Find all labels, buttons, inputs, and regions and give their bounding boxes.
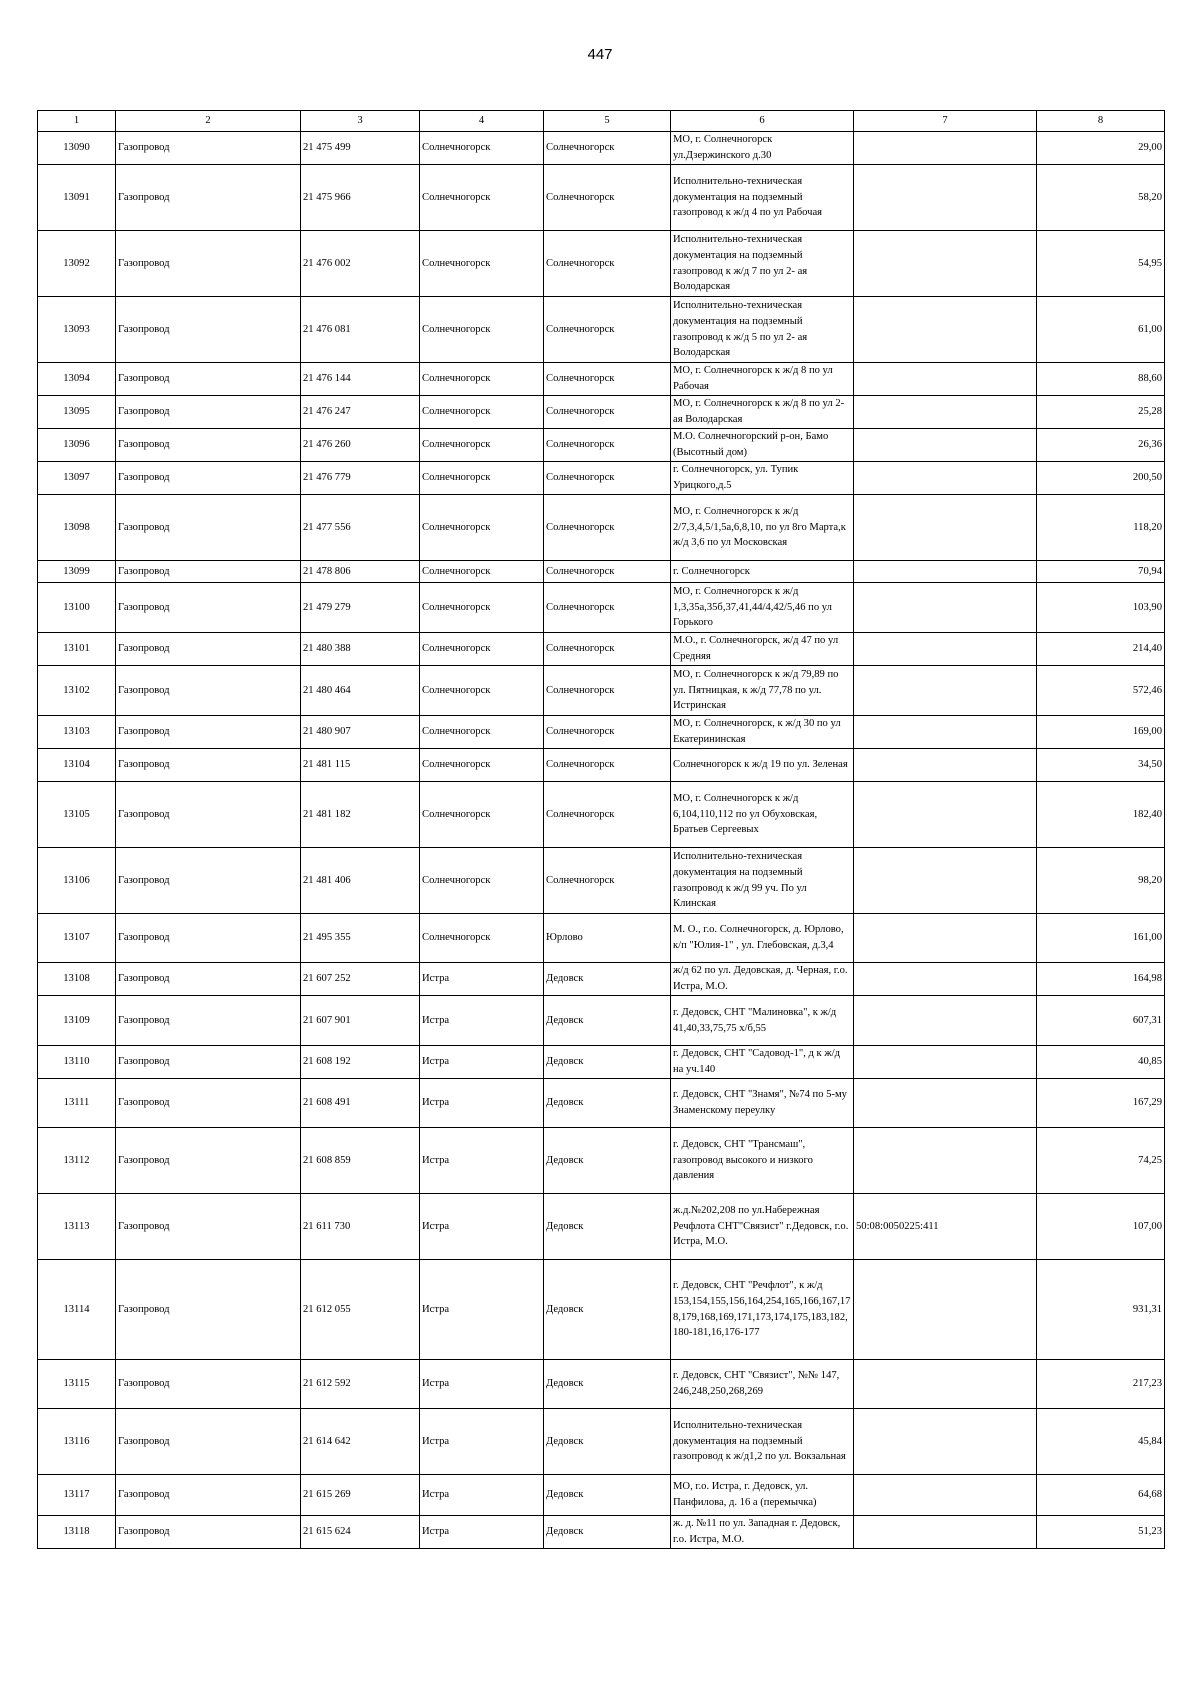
row-number-cell: 13094 xyxy=(38,363,116,396)
value-cell: 572,46 xyxy=(1037,666,1165,716)
column-header: 6 xyxy=(671,111,854,132)
table-row xyxy=(38,1475,1165,1516)
locality-cell: Солнечногорск xyxy=(544,848,671,914)
value-cell: 182,40 xyxy=(1037,782,1165,848)
cadastral-number-cell xyxy=(854,297,1037,363)
address-cell: г. Дедовск, СНТ "Садовод-1", д к ж/д на уч.140 xyxy=(671,1046,854,1079)
object-type-cell: Газопровод xyxy=(116,1475,301,1516)
table-row xyxy=(38,963,1165,996)
district-cell: Солнечногорск xyxy=(420,429,544,462)
value-cell: 29,00 xyxy=(1037,132,1165,165)
row-number-cell: 13103 xyxy=(38,716,116,749)
object-code-cell: 21 612 592 xyxy=(301,1360,420,1409)
row-number-cell: 13107 xyxy=(38,914,116,963)
value-cell: 607,31 xyxy=(1037,996,1165,1046)
cadastral-number-cell xyxy=(854,1260,1037,1360)
locality-cell: Дедовск xyxy=(544,1260,671,1360)
row-number-cell: 13091 xyxy=(38,165,116,231)
table-row xyxy=(38,429,1165,462)
row-number-cell: 13092 xyxy=(38,231,116,297)
value-cell: 34,50 xyxy=(1037,749,1165,782)
object-code-cell: 21 480 464 xyxy=(301,666,420,716)
district-cell: Истра xyxy=(420,1475,544,1516)
locality-cell: Солнечногорск xyxy=(544,132,671,165)
cadastral-number-cell xyxy=(854,429,1037,462)
district-cell: Солнечногорск xyxy=(420,914,544,963)
object-type-cell: Газопровод xyxy=(116,429,301,462)
locality-cell: Солнечногорск xyxy=(544,396,671,429)
row-number-cell: 13112 xyxy=(38,1128,116,1194)
cadastral-number-cell xyxy=(854,165,1037,231)
address-cell: МО, г. Солнечногорск к ж/д 8 по ул 2- ая Володарская xyxy=(671,396,854,429)
table-body xyxy=(38,132,1165,1549)
address-cell: МО, г.о. Истра, г. Дедовск, ул. Панфилова, д. 16 а (перемычка) xyxy=(671,1475,854,1516)
value-cell: 58,20 xyxy=(1037,165,1165,231)
object-code-cell: 21 612 055 xyxy=(301,1260,420,1360)
object-code-cell: 21 481 115 xyxy=(301,749,420,782)
object-code-cell: 21 477 556 xyxy=(301,495,420,561)
object-code-cell: 21 480 388 xyxy=(301,633,420,666)
address-cell: г. Дедовск, СНТ "Знамя", №74 по 5-му Знаменскому переулку xyxy=(671,1079,854,1128)
district-cell: Солнечногорск xyxy=(420,132,544,165)
object-code-cell: 21 608 192 xyxy=(301,1046,420,1079)
object-type-cell: Газопровод xyxy=(116,963,301,996)
object-code-cell: 21 476 779 xyxy=(301,462,420,495)
column-header: 2 xyxy=(116,111,301,132)
row-number-cell: 13104 xyxy=(38,749,116,782)
address-cell: МО, г. Солнечногорск к ж/д 1,3,35а,35б,37,41,44/4,42/5,46 по ул Горького xyxy=(671,583,854,633)
value-cell: 164,98 xyxy=(1037,963,1165,996)
table-row xyxy=(38,132,1165,165)
row-number-cell: 13114 xyxy=(38,1260,116,1360)
locality-cell: Солнечногорск xyxy=(544,297,671,363)
value-cell: 64,68 xyxy=(1037,1475,1165,1516)
district-cell: Истра xyxy=(420,1128,544,1194)
table-row xyxy=(38,462,1165,495)
row-number-cell: 13109 xyxy=(38,996,116,1046)
locality-cell: Солнечногорск xyxy=(544,429,671,462)
object-type-cell: Газопровод xyxy=(116,1516,301,1549)
object-code-cell: 21 608 491 xyxy=(301,1079,420,1128)
locality-cell: Дедовск xyxy=(544,1194,671,1260)
column-header: 5 xyxy=(544,111,671,132)
table-row xyxy=(38,848,1165,914)
locality-cell: Юрлово xyxy=(544,914,671,963)
object-code-cell: 21 476 247 xyxy=(301,396,420,429)
cadastral-number-cell xyxy=(854,583,1037,633)
object-type-cell: Газопровод xyxy=(116,165,301,231)
row-number-cell: 13116 xyxy=(38,1409,116,1475)
column-header: 8 xyxy=(1037,111,1165,132)
district-cell: Солнечногорск xyxy=(420,583,544,633)
district-cell: Солнечногорск xyxy=(420,782,544,848)
locality-cell: Солнечногорск xyxy=(544,716,671,749)
locality-cell: Дедовск xyxy=(544,1409,671,1475)
cadastral-number-cell xyxy=(854,363,1037,396)
object-type-cell: Газопровод xyxy=(116,848,301,914)
value-cell: 54,95 xyxy=(1037,231,1165,297)
locality-cell: Дедовск xyxy=(544,1475,671,1516)
row-number-cell: 13102 xyxy=(38,666,116,716)
district-cell: Солнечногорск xyxy=(420,749,544,782)
locality-cell: Солнечногорск xyxy=(544,561,671,583)
locality-cell: Солнечногорск xyxy=(544,462,671,495)
value-cell: 118,20 xyxy=(1037,495,1165,561)
column-header: 4 xyxy=(420,111,544,132)
locality-cell: Солнечногорск xyxy=(544,749,671,782)
object-code-cell: 21 481 406 xyxy=(301,848,420,914)
table-row xyxy=(38,1079,1165,1128)
table-row xyxy=(38,561,1165,583)
table-row xyxy=(38,1260,1165,1360)
address-cell: г. Солнечногорск, ул. Тупик Урицкого,д.5 xyxy=(671,462,854,495)
district-cell: Солнечногорск xyxy=(420,561,544,583)
value-cell: 217,23 xyxy=(1037,1360,1165,1409)
value-cell: 103,90 xyxy=(1037,583,1165,633)
district-cell: Истра xyxy=(420,1516,544,1549)
cadastral-number-cell xyxy=(854,749,1037,782)
column-header: 3 xyxy=(301,111,420,132)
address-cell: МО, г. Солнечногорск ул.Дзержинского д.30 xyxy=(671,132,854,165)
object-type-cell: Газопровод xyxy=(116,1260,301,1360)
cadastral-number-cell xyxy=(854,1360,1037,1409)
table-row xyxy=(38,1409,1165,1475)
cadastral-number-cell xyxy=(854,666,1037,716)
object-code-cell: 21 475 499 xyxy=(301,132,420,165)
column-header: 7 xyxy=(854,111,1037,132)
district-cell: Солнечногорск xyxy=(420,495,544,561)
value-cell: 107,00 xyxy=(1037,1194,1165,1260)
district-cell: Солнечногорск xyxy=(420,462,544,495)
value-cell: 61,00 xyxy=(1037,297,1165,363)
object-code-cell: 21 615 624 xyxy=(301,1516,420,1549)
object-type-cell: Газопровод xyxy=(116,363,301,396)
address-cell: МО, г. Солнечногорск к ж/д 8 по ул Рабочая xyxy=(671,363,854,396)
address-cell: МО, г. Солнечногорск к ж/д 79,89 по ул. Пятницкая, к ж/д 77,78 по ул. Истринская xyxy=(671,666,854,716)
address-cell: Исполнительно-техническая документация на подземный газопровод к ж/д1,2 по ул. Вокзальная xyxy=(671,1409,854,1475)
row-number-cell: 13097 xyxy=(38,462,116,495)
cadastral-number-cell xyxy=(854,396,1037,429)
row-number-cell: 13100 xyxy=(38,583,116,633)
district-cell: Истра xyxy=(420,1194,544,1260)
object-code-cell: 21 607 901 xyxy=(301,996,420,1046)
value-cell: 25,28 xyxy=(1037,396,1165,429)
cadastral-number-cell xyxy=(854,1046,1037,1079)
cadastral-number-cell xyxy=(854,963,1037,996)
cadastral-number-cell xyxy=(854,1516,1037,1549)
column-header: 1 xyxy=(38,111,116,132)
cadastral-number-cell xyxy=(854,495,1037,561)
row-number-cell: 13098 xyxy=(38,495,116,561)
address-cell: г. Солнечногорск xyxy=(671,561,854,583)
object-type-cell: Газопровод xyxy=(116,297,301,363)
object-type-cell: Газопровод xyxy=(116,996,301,1046)
address-cell: ж/д 62 по ул. Дедовская, д. Черная, г.о. Истра, М.О. xyxy=(671,963,854,996)
locality-cell: Солнечногорск xyxy=(544,666,671,716)
cadastral-number-cell xyxy=(854,231,1037,297)
address-cell: М.О. Солнечногорский р-он, Бамо (Высотный дом) xyxy=(671,429,854,462)
object-type-cell: Газопровод xyxy=(116,1194,301,1260)
district-cell: Солнечногорск xyxy=(420,165,544,231)
table-row xyxy=(38,749,1165,782)
row-number-cell: 13117 xyxy=(38,1475,116,1516)
district-cell: Солнечногорск xyxy=(420,633,544,666)
value-cell: 74,25 xyxy=(1037,1128,1165,1194)
cadastral-number-cell xyxy=(854,561,1037,583)
address-cell: Солнечногорск к ж/д 19 по ул. Зеленая xyxy=(671,749,854,782)
object-code-cell: 21 611 730 xyxy=(301,1194,420,1260)
table-row xyxy=(38,666,1165,716)
locality-cell: Дедовск xyxy=(544,1128,671,1194)
object-code-cell: 21 481 182 xyxy=(301,782,420,848)
locality-cell: Солнечногорск xyxy=(544,495,671,561)
object-code-cell: 21 614 642 xyxy=(301,1409,420,1475)
object-code-cell: 21 615 269 xyxy=(301,1475,420,1516)
cadastral-number-cell xyxy=(854,1409,1037,1475)
object-code-cell: 21 476 081 xyxy=(301,297,420,363)
object-type-cell: Газопровод xyxy=(116,583,301,633)
district-cell: Истра xyxy=(420,1360,544,1409)
cadastral-number-cell xyxy=(854,782,1037,848)
address-cell: Исполнительно-техническая документация на подземный газопровод к ж/д 7 по ул 2- ая Володарская xyxy=(671,231,854,297)
cadastral-number-cell xyxy=(854,914,1037,963)
district-cell: Солнечногорск xyxy=(420,666,544,716)
table-row xyxy=(38,1128,1165,1194)
object-code-cell: 21 607 252 xyxy=(301,963,420,996)
object-type-cell: Газопровод xyxy=(116,132,301,165)
value-cell: 931,31 xyxy=(1037,1260,1165,1360)
object-code-cell: 21 479 279 xyxy=(301,583,420,633)
object-type-cell: Газопровод xyxy=(116,1409,301,1475)
address-cell: Исполнительно-техническая документация на подземный газопровод к ж/д 5 по ул 2- ая Володарская xyxy=(671,297,854,363)
table-row xyxy=(38,782,1165,848)
locality-cell: Дедовск xyxy=(544,996,671,1046)
page-number: 447 xyxy=(587,46,613,63)
locality-cell: Солнечногорск xyxy=(544,165,671,231)
object-type-cell: Газопровод xyxy=(116,1360,301,1409)
row-number-cell: 13110 xyxy=(38,1046,116,1079)
locality-cell: Дедовск xyxy=(544,1079,671,1128)
object-code-cell: 21 480 907 xyxy=(301,716,420,749)
value-cell: 98,20 xyxy=(1037,848,1165,914)
value-cell: 70,94 xyxy=(1037,561,1165,583)
cadastral-number-cell xyxy=(854,1079,1037,1128)
cadastral-number-cell xyxy=(854,1475,1037,1516)
district-cell: Истра xyxy=(420,996,544,1046)
row-number-cell: 13105 xyxy=(38,782,116,848)
row-number-cell: 13099 xyxy=(38,561,116,583)
object-code-cell: 21 495 355 xyxy=(301,914,420,963)
value-cell: 214,40 xyxy=(1037,633,1165,666)
table-row xyxy=(38,633,1165,666)
address-cell: М.О., г. Солнечногорск, ж/д 47 по ул Средняя xyxy=(671,633,854,666)
table-row xyxy=(38,231,1165,297)
object-code-cell: 21 478 806 xyxy=(301,561,420,583)
address-cell: г. Дедовск, СНТ "Малиновка", к ж/д 41,40,33,75,75 х/б,55 xyxy=(671,996,854,1046)
locality-cell: Солнечногорск xyxy=(544,231,671,297)
address-cell: Исполнительно-техническая документация на подземный газопровод к ж/д 99 уч. По ул Клинская xyxy=(671,848,854,914)
district-cell: Солнечногорск xyxy=(420,396,544,429)
cadastral-number-cell xyxy=(854,633,1037,666)
row-number-cell: 13096 xyxy=(38,429,116,462)
cadastral-number-cell: 50:08:0050225:411 xyxy=(854,1194,1037,1260)
row-number-cell: 13090 xyxy=(38,132,116,165)
value-cell: 40,85 xyxy=(1037,1046,1165,1079)
object-code-cell: 21 476 260 xyxy=(301,429,420,462)
address-cell: ж. д. №11 по ул. Западная г. Дедовск, г.о. Истра, М.О. xyxy=(671,1516,854,1549)
value-cell: 169,00 xyxy=(1037,716,1165,749)
object-type-cell: Газопровод xyxy=(116,749,301,782)
district-cell: Солнечногорск xyxy=(420,848,544,914)
address-cell: ж.д.№202,208 по ул.Набережная Речфлота СНТ"Связист" г.Дедовск, г.о. Истра, М.О. xyxy=(671,1194,854,1260)
row-number-cell: 13113 xyxy=(38,1194,116,1260)
locality-cell: Дедовск xyxy=(544,1360,671,1409)
value-cell: 200,50 xyxy=(1037,462,1165,495)
row-number-cell: 13106 xyxy=(38,848,116,914)
object-type-cell: Газопровод xyxy=(116,633,301,666)
table-row xyxy=(38,716,1165,749)
cadastral-number-cell xyxy=(854,848,1037,914)
object-type-cell: Газопровод xyxy=(116,396,301,429)
cadastral-number-cell xyxy=(854,462,1037,495)
row-number-cell: 13093 xyxy=(38,297,116,363)
district-cell: Истра xyxy=(420,1260,544,1360)
district-cell: Истра xyxy=(420,1079,544,1128)
value-cell: 26,36 xyxy=(1037,429,1165,462)
district-cell: Солнечногорск xyxy=(420,363,544,396)
row-number-cell: 13118 xyxy=(38,1516,116,1549)
table-row xyxy=(38,1046,1165,1079)
header-row xyxy=(38,111,1165,132)
cadastral-number-cell xyxy=(854,1128,1037,1194)
table-row xyxy=(38,1194,1165,1260)
address-cell: г. Дедовск, СНТ "Связист", №№ 147, 246,248,250,268,269 xyxy=(671,1360,854,1409)
address-cell: г. Дедовск, СНТ "Речфлот", к ж/д 153,154,155,156,164,254,165,166,167,178,179,168,169,171,173,174,175,183,182,180-181,16,176-177 xyxy=(671,1260,854,1360)
object-type-cell: Газопровод xyxy=(116,495,301,561)
object-type-cell: Газопровод xyxy=(116,914,301,963)
value-cell: 45,84 xyxy=(1037,1409,1165,1475)
locality-cell: Дедовск xyxy=(544,963,671,996)
object-code-cell: 21 608 859 xyxy=(301,1128,420,1194)
address-cell: МО, г. Солнечногорск к ж/д 2/7,3,4,5/1,5а,6,8,10, по ул 8го Марта,к ж/д 3,6 по ул Московская xyxy=(671,495,854,561)
row-number-cell: 13095 xyxy=(38,396,116,429)
object-type-cell: Газопровод xyxy=(116,782,301,848)
table-row xyxy=(38,297,1165,363)
registry-table xyxy=(37,110,1165,1549)
value-cell: 161,00 xyxy=(1037,914,1165,963)
district-cell: Солнечногорск xyxy=(420,231,544,297)
district-cell: Солнечногорск xyxy=(420,297,544,363)
value-cell: 88,60 xyxy=(1037,363,1165,396)
row-number-cell: 13108 xyxy=(38,963,116,996)
address-cell: МО, г. Солнечногорск к ж/д 6,104,110,112 по ул Обуховская, Братьев Сергеевых xyxy=(671,782,854,848)
row-number-cell: 13101 xyxy=(38,633,116,666)
object-type-cell: Газопровод xyxy=(116,1079,301,1128)
row-number-cell: 13115 xyxy=(38,1360,116,1409)
value-cell: 51,23 xyxy=(1037,1516,1165,1549)
object-code-cell: 21 475 966 xyxy=(301,165,420,231)
address-cell: М. О., г.о. Солнечногорск, д. Юрлово, к/п "Юлия-1" , ул. Глебовская, д.3,4 xyxy=(671,914,854,963)
object-type-cell: Газопровод xyxy=(116,231,301,297)
locality-cell: Дедовск xyxy=(544,1046,671,1079)
table-row xyxy=(38,583,1165,633)
object-code-cell: 21 476 002 xyxy=(301,231,420,297)
district-cell: Истра xyxy=(420,1409,544,1475)
table-row xyxy=(38,1516,1165,1549)
table-row xyxy=(38,996,1165,1046)
cadastral-number-cell xyxy=(854,132,1037,165)
row-number-cell: 13111 xyxy=(38,1079,116,1128)
object-type-cell: Газопровод xyxy=(116,666,301,716)
locality-cell: Солнечногорск xyxy=(544,583,671,633)
cadastral-number-cell xyxy=(854,716,1037,749)
locality-cell: Дедовск xyxy=(544,1516,671,1549)
district-cell: Истра xyxy=(420,1046,544,1079)
locality-cell: Солнечногорск xyxy=(544,633,671,666)
table-row xyxy=(38,363,1165,396)
locality-cell: Солнечногорск xyxy=(544,363,671,396)
object-code-cell: 21 476 144 xyxy=(301,363,420,396)
address-cell: МО, г. Солнечногорск, к ж/д 30 по ул Екатерининская xyxy=(671,716,854,749)
object-type-cell: Газопровод xyxy=(116,561,301,583)
district-cell: Солнечногорск xyxy=(420,716,544,749)
locality-cell: Солнечногорск xyxy=(544,782,671,848)
address-cell: г. Дедовск, СНТ "Трансмаш", газопровод высокого и низкого давления xyxy=(671,1128,854,1194)
table-row xyxy=(38,495,1165,561)
object-type-cell: Газопровод xyxy=(116,462,301,495)
cadastral-number-cell xyxy=(854,996,1037,1046)
object-type-cell: Газопровод xyxy=(116,1128,301,1194)
object-type-cell: Газопровод xyxy=(116,1046,301,1079)
value-cell: 167,29 xyxy=(1037,1079,1165,1128)
object-type-cell: Газопровод xyxy=(116,716,301,749)
district-cell: Истра xyxy=(420,963,544,996)
table-row xyxy=(38,396,1165,429)
address-cell: Исполнительно-техническая документация на подземный газопровод к ж/д 4 по ул Рабочая xyxy=(671,165,854,231)
table-row xyxy=(38,914,1165,963)
table-row xyxy=(38,1360,1165,1409)
table-row xyxy=(38,165,1165,231)
